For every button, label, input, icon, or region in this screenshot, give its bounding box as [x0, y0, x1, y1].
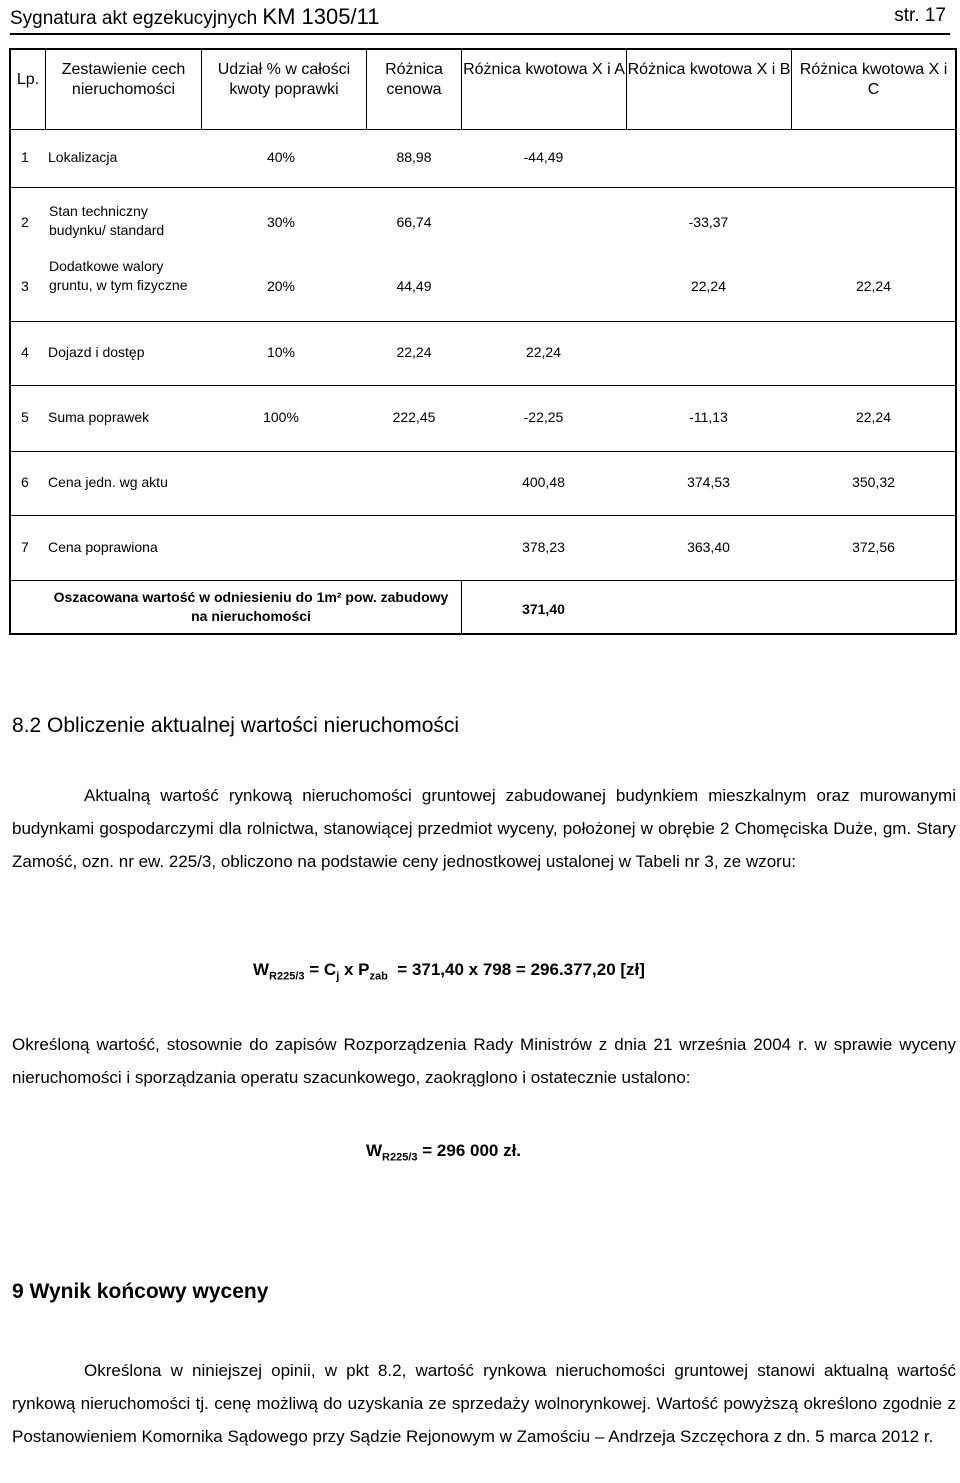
row-xb: 22,24 [690, 278, 727, 294]
row-feature: Suma poprawek [48, 409, 150, 425]
row-xc: 372,56 [852, 539, 895, 555]
signature-label: Sygnatura akt egzekucyjnych [10, 8, 258, 29]
row-divider [11, 321, 955, 322]
section-paragraph: Określona w niniejszej opinii, w pkt 8.2, wartość rynkowa nieruchomości gruntowej stanowi aktualną wartość rynkową nieruchomości tj. cenę możliwą do uzyskania ze sprzedaży wolnorynkowej. Wartość powyższą określono zgodnie z Postanowieniem Komornika Sądowego przy Sądzie Rejonowym w Zamościu – Andrzeja Szczęchora z dn. 5 marca 2012 r. [12, 1361, 956, 1446]
header-share: Udział % w całości kwoty poprawki [217, 61, 351, 98]
row-divider [11, 451, 955, 452]
header-features: Zestawienie cech nieruchomości [61, 61, 186, 98]
section-heading-8-2: 8.2 Obliczenie aktualnej wartości nieruchomości [12, 714, 460, 737]
row-xb: -11,13 [689, 409, 728, 425]
header-lp: Lp. [16, 71, 40, 88]
section-heading-9: 9 Wynik końcowy wyceny [12, 1280, 269, 1303]
document-signature [10, 4, 379, 30]
row-divider [11, 515, 955, 516]
row-xa: 378,23 [522, 539, 565, 555]
row-no: 2 [21, 214, 29, 230]
row-feature: Cena poprawiona [48, 539, 158, 555]
final-value-formula: $W_{R225/3} = 296$ 000 zł. [366, 1141, 522, 1164]
row-no: 6 [21, 474, 29, 490]
row-share: 10% [266, 344, 296, 360]
row-no: 5 [21, 409, 29, 425]
summary-label: Oszacowana wartość w odniesieniu do 1m² pow. zabudowy na nieruchomości [53, 589, 449, 624]
row-price-diff: 44,49 [396, 278, 432, 294]
row-xb: 363,40 [687, 539, 730, 555]
row-feature: Dojazd i dostęp [48, 344, 145, 360]
row-xc: 350,32 [852, 474, 895, 490]
row-xa: 22,24 [525, 344, 562, 360]
row-xa: -44,49 [523, 149, 564, 165]
row-feature: Lokalizacja [48, 149, 118, 165]
comparison-table [9, 48, 957, 635]
row-no: 1 [21, 149, 29, 165]
row-xc: 22,24 [855, 409, 892, 425]
valuation-formula: $W_{R225/3} = C_j$ x $P_{zab} = 371,40$ x 798 = 296.377,20 [zł] [253, 960, 645, 983]
row-price-diff: 88,98 [396, 149, 432, 165]
row-feature: Cena jedn. wg aktu [48, 474, 168, 490]
header-price-diff: Różnica cenowa [385, 61, 443, 98]
header-diff-xc: Różnica kwotowa X i C [799, 61, 948, 98]
row-no: 7 [21, 539, 29, 555]
row-share: 30% [266, 214, 296, 230]
row-no: 4 [21, 344, 29, 360]
page-number: str. 17 [894, 5, 946, 26]
row-xb: 374,53 [687, 474, 730, 490]
row-xc: 22,24 [855, 278, 892, 294]
header-diff-xa: Różnica kwotowa X i A [463, 61, 625, 78]
row-divider [11, 580, 955, 581]
row-price-diff: 22,24 [396, 344, 432, 360]
header-diff-xb: Różnica kwotowa X i B [627, 61, 791, 78]
row-share: 100% [263, 409, 299, 425]
section-paragraph: Aktualną wartość rynkową nieruchomości gruntowej zabudowanej budynkiem mieszkalnym oraz murowanymi budynkami gospodarczymi dla rolnictwa, stanowiącej przedmiot wyceny, położonej w obrębie 2 Chomęciska Duże, gm. Stary Zamość, ozn. nr ew. 225/3, obliczono na podstawie ceny jednostkowej ustalonej w Tabeli nr 3, ze wzoru: [12, 786, 956, 871]
row-no: 3 [21, 278, 29, 294]
row-price-diff: 222,45 [392, 409, 436, 425]
row-xb: -33,37 [688, 214, 729, 230]
row-share: 20% [266, 278, 296, 294]
row-divider [11, 129, 955, 130]
row-price-diff: 66,74 [396, 214, 432, 230]
col-divider [461, 580, 462, 635]
row-xa: 400,48 [522, 474, 565, 490]
row-divider [11, 385, 955, 386]
row-divider [11, 187, 955, 188]
header-divider [10, 33, 950, 35]
case-number: KM 1305/11 [262, 4, 380, 29]
row-feature: Stan techniczny budynku/ standard [49, 203, 165, 238]
row-share: 40% [266, 149, 296, 165]
row-xa: -22,25 [523, 409, 564, 425]
section-paragraph: Określoną wartość, stosownie do zapisów Rozporządzenia Rady Ministrów z dnia 21 września 2004 r. w sprawie wyceny nieruchomości i sporządzania operatu szacunkowego, zaokrąglono i ostatecznie ustalono: [12, 1035, 956, 1087]
row-feature: Dodatkowe walory gruntu, w tym fizyczne [49, 258, 188, 293]
summary-value: 371,40 [522, 601, 565, 617]
